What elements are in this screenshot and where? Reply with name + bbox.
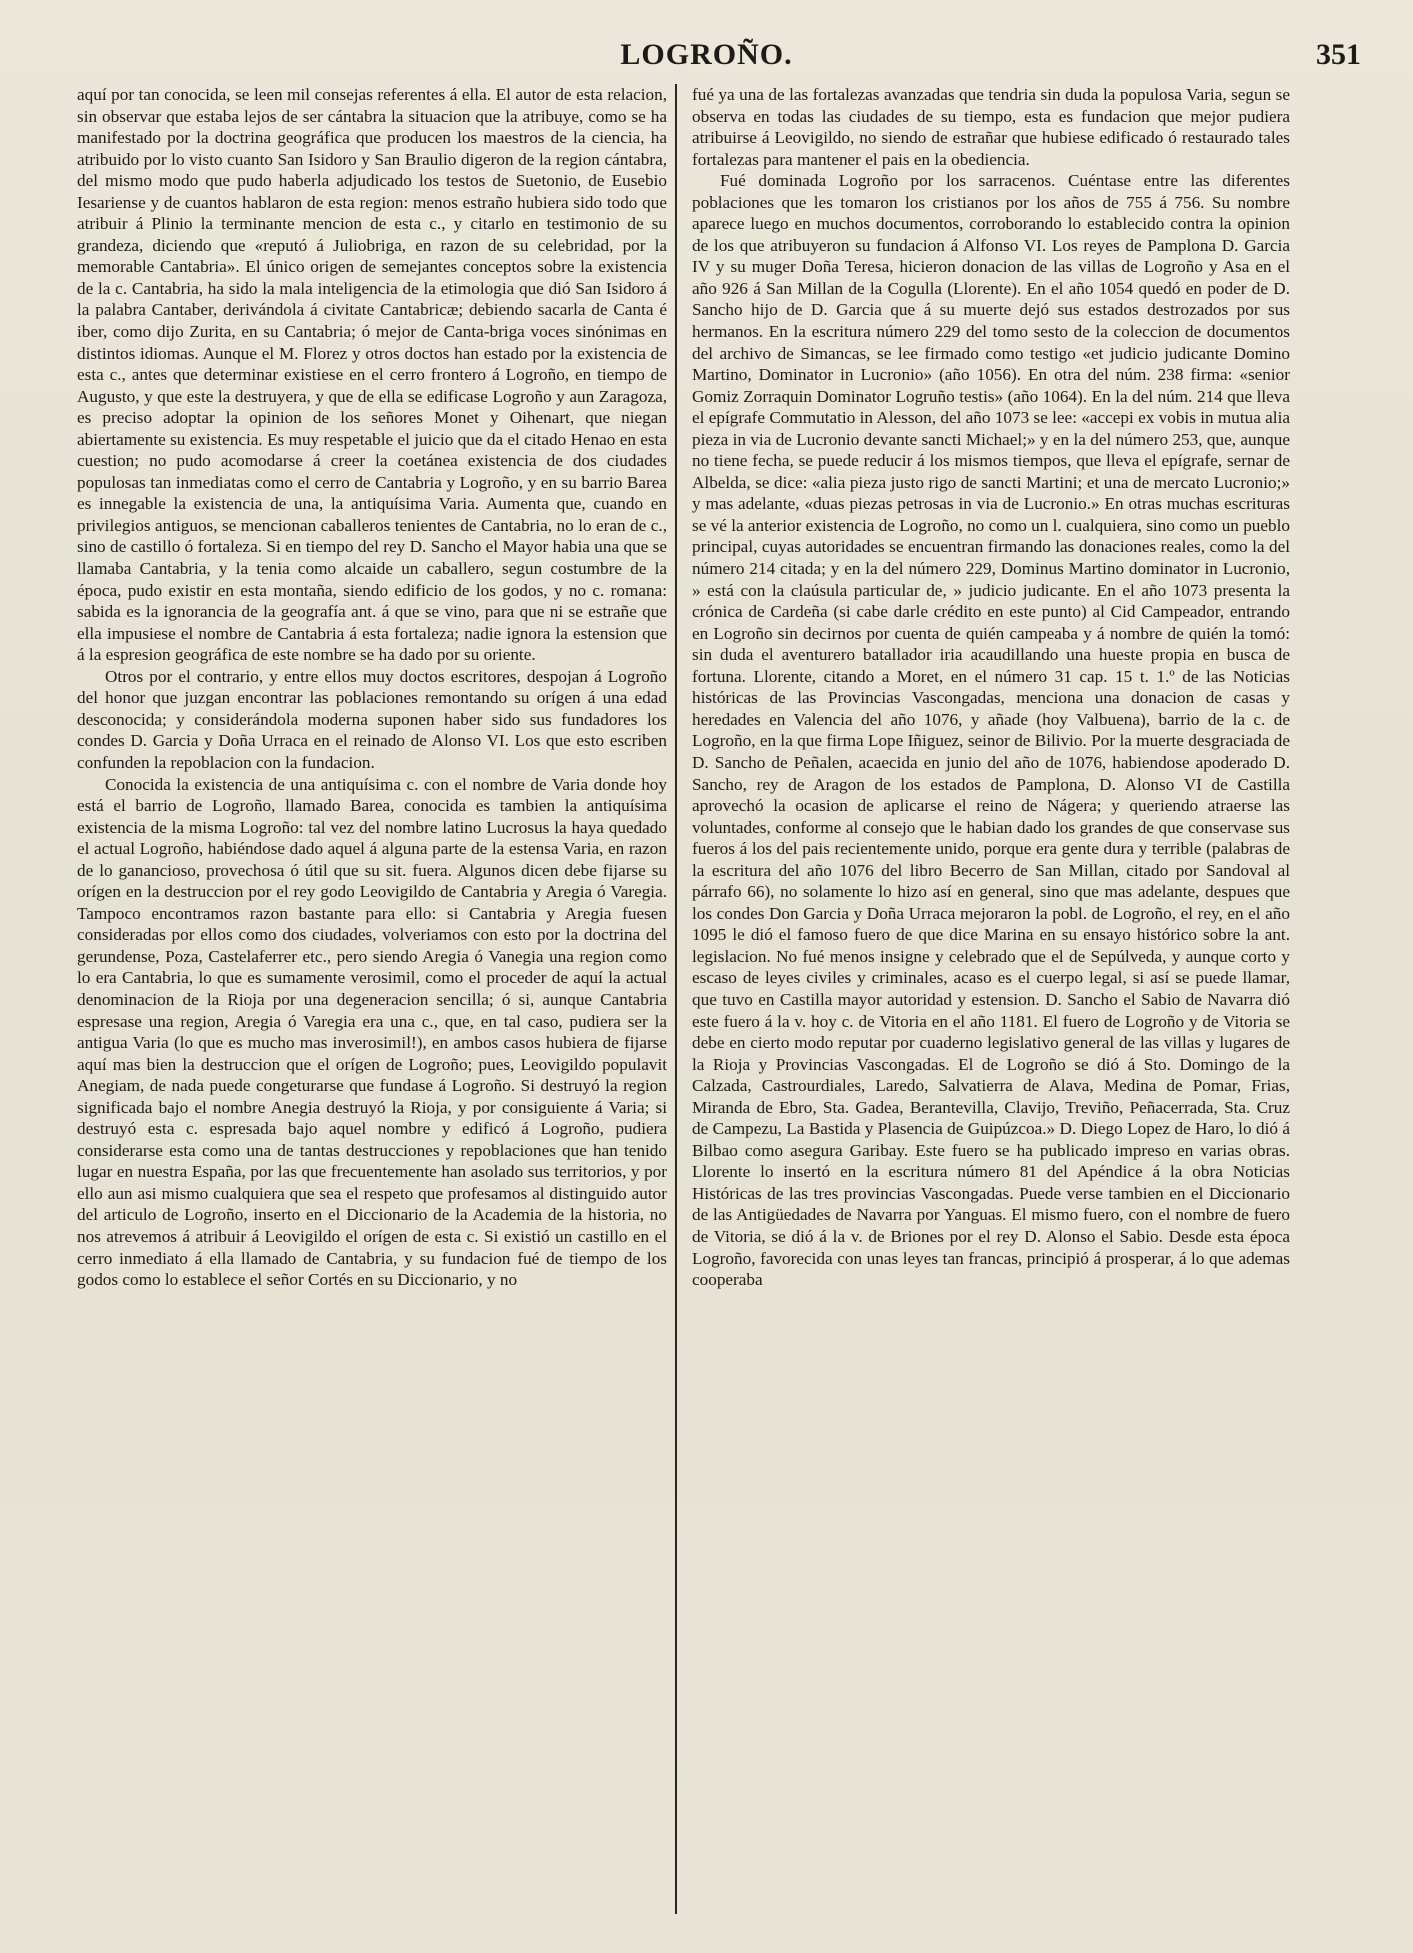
page-number: 351 [1316,38,1361,71]
right-column [692,84,1290,1291]
paragraph: Otros por el contrario, y entre ellos muy doctos escritores, despojan á Logroño del honor que juzgan encontrar las poblaciones remontando su orígen á una edad desconocida; y considerándola moderna suponen haber sido sus fundadores los condes D. Garcia y Doña Urraca en el reinado de Alonso VI. Los que esto escriben confunden la repoblacion con la fundacion. [77,666,667,772]
page-title: LOGROÑO. [620,38,793,71]
column-divider [675,84,677,1914]
paragraph: aquí por tan conocida, se leen mil consejas referentes á ella. El autor de esta relacion, sin observar que estaba lejos de ser cántabra la situacion que la atribuye, como se ha manifestado por la doctrina geográfica que producen los maestros de la ciencia, ha atribuido por lo visto cuanto San Isidoro y San Braulio digeron de la region cántabra, del mismo modo que pudo haberla adjudicado los testos de Suetonio, de Eusebio Iesariense y de cuantos hablaron de esta region: menos estraño hubiera sido todo que atribuir á Plinio la terminante mencion de esta c., y citarlo en testimonio de su grandeza, diciendo que «reputó á Juliobriga, en razon de su celebridad, por la memorable Cantabria». El único origen de semejantes conceptos sobre la existencia de la c. Cantabria, ha sido la mala inteligencia de la etimologia que dió San Isidoro á la palabra Cantaber, derivándola á civitate Cantabricæ; debiendo sacarla de Canta é iber, como dijo Zurita, en su Cantabria; ó mejor de Canta-briga voces sinónimas en distintos idiomas. Aunque el M. Florez y otros doctos han estado por la existencia de esta c., antes que determinar existiese en el cerro frontero á Logroño, en tiempo de Augusto, y que este la destruyera, y que de ella se edificase Logroño y aun Zaragoza, es preciso adoptar la opinion de los señores Monet y Oihenart, que niegan abiertamente su existencia. Es muy respetable el juicio que da el citado Henao en esta cuestion; no pudo acomodarse á creer la coetánea existencia de dos ciudades populosas tan inmediatas como el cerro de Cantabria y Logroño, y en su barrio Barea es innegable la existencia de una, la antiquísima Varia. Aumenta que, cuando en privilegios antiguos, se mencionan caballeros tenientes de Cantabria, no lo eran de c., sino de castillo ó fortaleza. Si en tiempo del rey D. Sancho el Mayor habia una que se llamaba Cantabria, y la tenia como alcaide un caballero, segun costumbre de la época, pudo existir en esta montaña, siendo edificio de los godos, y no c. romana: sabida es la ignorancia de la geografía ant. á que se vino, para que ni se estrañe que ella impusiese el nombre de Cantabria á esta fortaleza; nadie ignora la estension que á la espresion geográfica de este nombre se ha dado por su oriente. [77,85,667,665]
running-head [0,38,1413,78]
left-column [77,84,667,1291]
paragraph: Fué dominada Logroño por los sarracenos. Cuéntase entre las diferentes poblaciones que les tomaron los cristianos por los años de 755 á 756. Su nombre aparece luego en muchos documentos, corroborando lo establecido contra la opinion de los que atribuyeron su fundacion á Alfonso VI. Los reyes de Pamplona D. Garcia IV y su muger Doña Teresa, hicieron donacion de las villas de Logroño y Asa en el año 926 á San Millan de la Cogulla (Llorente). En el año 1054 quedó en poder de D. Sancho hijo de D. Garcia que á su muerte dejó sus estados destrozados por sus hermanos. En la escritura número 229 del tomo sesto de la coleccion de documentos del archivo de Simancas, se lee firmado como testigo «et judicio judicante Domino Martino, Dominator in Lucronio» (año 1056). En otra del núm. 238 firma: «senior Gomiz Zorraquin Dominator Logruño testis» (año 1064). En la del núm. 214 que lleva el epígrafe Commutatio in Alesson, del año 1073 se lee: «accepi ex vobis in mutua alia pieza in via de Lucronio devante sancti Michael;» y en la del número 253, que, aunque no tiene fecha, se puede reducir á los mismos tiempos, que lleva el epígrafe, sernar de Albelda, se dice: «alia pieza justo rigo de sancti Martini; et una de mercato Lucronio;» y mas adelante, «duas piezas petrosas in via de Lucronio.» En otras muchas escrituras se vé la anterior existencia de Logroño, no como un l. cualquiera, sino como un pueblo principal, cuyas autoridades se encuentran firmando las donaciones reales, como la del número 214 citada; y en la del número 229, Dominus Martino dominator in Lucronio, » está con la claúsula particular de, » judicio judicante. En el año 1073 presenta la crónica de Cardeña (si cabe darle crédito en este punto) al Cid Campeador, entrando en Logroño sin decirnos por cuenta de quién campeaba y á nombre de quién la tomó: sin duda el aventurero batallador iria acaudillando una hueste propia en busca de fortuna. Llorente, citando a Moret, en el número 31 cap. 15 t. 1.º de las Noticias históricas de las Provincias Vascongadas, menciona una donacion de casas y heredades en Valencia del año 1076, y añade (hoy Valbuena), barrio de la c. de Logroño, en la que firma Lope Iñiguez, seinor de Bilivio. Por la muerte desgraciada de D. Sancho de Peñalen, acaecida en junio del año de 1076, habiendose apoderado D. Sancho, rey de Aragon de los estados de Pamplona, D. Alonso VI de Castilla aprovechó la ocasion de aplicarse el reino de Nágera; y queriendo atraerse las voluntades, conforme al consejo que le habian dado los grandes de que conservase sus fueros á los del pais recientemente unido, porque era gente dura y terrible (palabras de la escritura del año 1076 del libro Becerro de San Millan, citado por Sandoval al párrafo 66), no solamente lo hizo así en general, sino que mas adelante, despues que los condes Don Garcia y Doña Urraca mejoraron la pobl. de Logroño, el rey, en el año 1095 le dió el famoso fuero de que dice Marina en su ensayo histórico sobre la ant. legislacion. No fué menos insigne y celebrado que el de Sepúlveda, y aunque corto y escaso de leyes civiles y criminales, acaso es el cuerpo legal, si así se puede llamar, que tuvo en Castilla mayor autoridad y estension. D. Sancho el Sabio de Navarra dió este fuero á la v. hoy c. de Vitoria en el año 1181. El fuero de Logroño y de Vitoria se debe en cierto modo reputar por cuaderno legislativo general de las villas y lugares de la Rioja y Provincias Vascongadas. El de Logroño se dió á Sto. Domingo de la Calzada, Castrourdiales, Laredo, Salvatierra de Alava, Medina de Pomar, Frias, Miranda de Ebro, Sta. Gadea, Berantevilla, Clavijo, Treviño, Peñacerrada, Sta. Cruz de Campezu, La Bastida y Plasencia de Guipúzcoa.» D. Diego Lopez de Haro, lo dió á Bilbao como asegura Garibay. Este fuero se ha publicado impreso en varias obras. Llorente lo insertó en la escritura número 81 del Apéndice á la obra Noticias Históricas de las tres provincias Vascongadas. Puede verse tambien en el Diccionario de las Antigüedades de Navarra por Yanguas. El mismo fuero, con el nombre de fuero de Vitoria, se dió á la v. de Briones por el rey D. Alonso el Sabio. Desde esta época Logroño, favorecida con unas leyes tan francas, principió á prosperar, á lo que ademas cooperaba [692,171,1290,1290]
paragraph: Conocida la existencia de una antiquísima c. con el nombre de Varia donde hoy está el barrio de Logroño, llamado Barea, conocida es tambien la antiquísima existencia de la misma Logroño: tal vez del nombre latino Lucrosus la haya quedado el actual Logroño, habiéndose dado aquel á alguna parte de la estensa Varia, en razon de lo ganancioso, provechosa ó útil que su sit. fuera. Algunos dicen debe fijarse su orígen en la destruccion por el rey godo Leovigildo de Cantabria y Aregia ó Varegia. Tampoco encontramos razon bastante para ello: si Cantabria y Aregia fuesen consideradas por ellos como dos ciudades, volveriamos con esto por la doctrina del gerundense, Poza, Castelaferrer etc., pero siendo Aregia ó Vanegia una region como lo era Cantabria, lo que es sumamente verosimil, como el proceder de aquí la actual denominacion de la Rioja por una degeneracion sencilla; ó si, aunque Cantabria espresase una region, Aregia ó Varegia era una c., que, en tal caso, pudiera ser la antigua Varia (lo que es mucho mas inverosimil!), en ambos casos hubiera de fijarse aquí mas bien la destruccion que el orígen de Logroño; pues, Leovigildo populavit Anegiam, de nada puede congeturarse que fundase á Logroño. Si destruyó la region significada bajo el nombre Anegia destruyó la Rioja, y por consiguiente á Varia; si destruyó esta c. espresada bajo aquel nombre y edificó á Logroño, pudiera considerarse esta como una de tantas destrucciones y repoblaciones que han tenido lugar en nuestra España, por las que frecuentemente han asolado sus territorios, y por ello aun asi mismo cualquiera que sea el respeto que profesamos al distinguido autor del articulo de Logroño, inserto en el Diccionario de la Academia de la historia, no nos atrevemos á atribuir á Leovigildo el orígen de esta c. Si existió un castillo en el cerro inmediato á ella llamado de Cantabria, y su fundacion fué de tiempo de los godos como lo establece el señor Cortés en su Diccionario, y no [77,774,667,1290]
paragraph: fué ya una de las fortalezas avanzadas que tendria sin duda la populosa Varia, segun se observa en todas las ciudades de su tiempo, esta es fundacion que mejor pudiera atribuirse á Leovigildo, no siendo de estrañar que hubiese edificado ó restaurado tales fortalezas para mantener el pais en la obediencia. [692,85,1290,169]
